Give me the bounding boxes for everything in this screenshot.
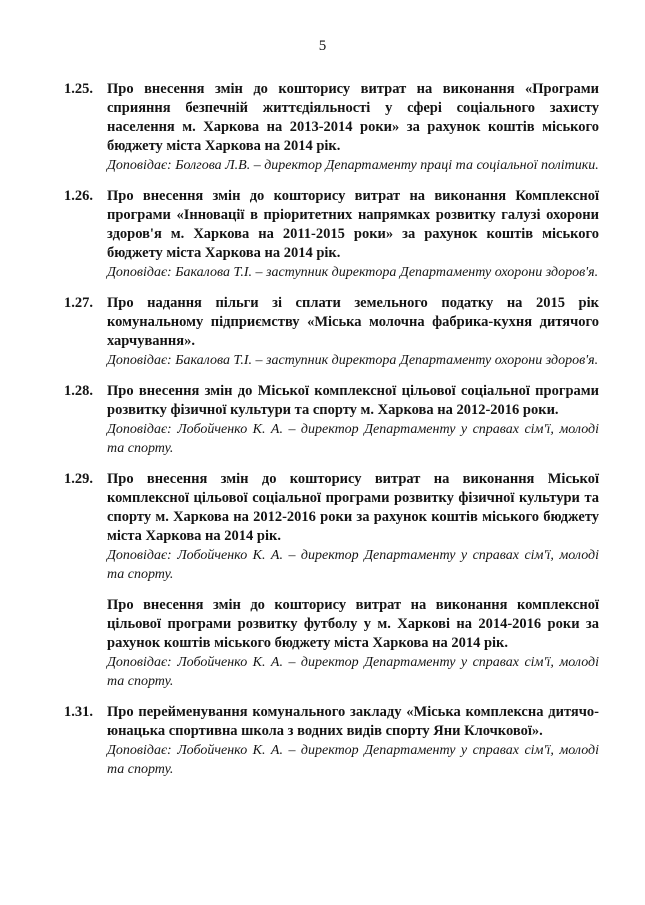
item-speaker: Доповідає: Бакалова Т.І. – заступник директора Департаменту охорони здоров'я.	[107, 265, 599, 280]
item-body	[107, 470, 599, 584]
agenda-item	[0, 294, 645, 370]
agenda-item	[0, 470, 645, 584]
agenda-list	[0, 80, 645, 791]
item-number: 1.28.	[64, 383, 93, 399]
item-speaker: Доповідає: Лобойченко К. А. – директор Департаменту у справах сім'ї, молоді та спорту.	[107, 548, 599, 582]
item-body	[107, 382, 599, 458]
item-number: 1.31.	[64, 704, 93, 720]
item-number: 1.27.	[64, 295, 93, 311]
item-speaker: Доповідає: Лобойченко К. А. – директор Департаменту у справах сім'ї, молоді та спорту.	[107, 422, 599, 456]
item-title: Про внесення змін до кошторису витрат на виконання комплексної цільової програми розвитку футболу у м. Харкові на 2014-2016 роки за рахунок коштів міського бюджету міста Харкова на 2014 рік.	[107, 597, 599, 651]
agenda-item	[0, 596, 645, 691]
item-number: 1.29.	[64, 471, 93, 487]
item-title: Про надання пільги зі сплати земельного податку на 2015 рік комунальному підприємству «Міська молочна фабрика-кухня дитячого харчування».	[107, 295, 599, 349]
item-body	[107, 294, 599, 370]
agenda-item	[0, 80, 645, 175]
item-speaker: Доповідає: Лобойченко К. А. – директор Департаменту у справах сім'ї, молоді та спорту.	[107, 743, 599, 777]
item-body	[107, 187, 599, 282]
agenda-item	[0, 187, 645, 282]
item-body	[107, 596, 599, 691]
agenda-item	[0, 382, 645, 458]
item-number: 1.25.	[64, 81, 93, 97]
item-title: Про внесення змін до кошторису витрат на виконання Комплексної програми «Інновації в пріоритетних напрямках розвитку галузі охорони здоров'я м. Харкова на 2011-2015 роки» за рахунок коштів міського бюджету міста Харкова на 2014 рік.	[107, 188, 599, 261]
item-speaker: Доповідає: Лобойченко К. А. – директор Департаменту у справах сім'ї, молоді та спорту.	[107, 655, 599, 689]
item-title: Про внесення змін до Міської комплексної цільової соціальної програми розвитку фізичної культури та спорту м. Харкова на 2012-2016 роки.	[107, 383, 599, 418]
item-body	[107, 80, 599, 175]
item-title: Про перейменування комунального закладу «Міська комплексна дитячо-юнацька спортивна школа з водних видів спорту Яни Клочкової».	[107, 704, 599, 739]
page-number: 5	[318, 38, 327, 54]
item-title: Про внесення змін до кошторису витрат на виконання «Програми сприяння безпечній життєдіяльності у сфері соціального захисту населення м. Харкова на 2013-2014 роки» за рахунок коштів міського бюджету міста Харкова на 2014 рік.	[107, 81, 599, 154]
item-speaker: Доповідає: Бакалова Т.І. – заступник директора Департаменту охорони здоров'я.	[107, 353, 599, 368]
item-number: 1.26.	[64, 188, 93, 204]
item-body	[107, 703, 599, 779]
item-speaker: Доповідає: Болгова Л.В. – директор Департаменту праці та соціальної політики.	[107, 158, 599, 173]
agenda-item	[0, 703, 645, 779]
item-title: Про внесення змін до кошторису витрат на виконання Міської комплексної цільової соціальної програми розвитку фізичної культури та спорту м. Харкова на 2012-2016 роки за рахунок коштів міського бюджету міста Харкова на 2014 рік.	[107, 471, 599, 544]
